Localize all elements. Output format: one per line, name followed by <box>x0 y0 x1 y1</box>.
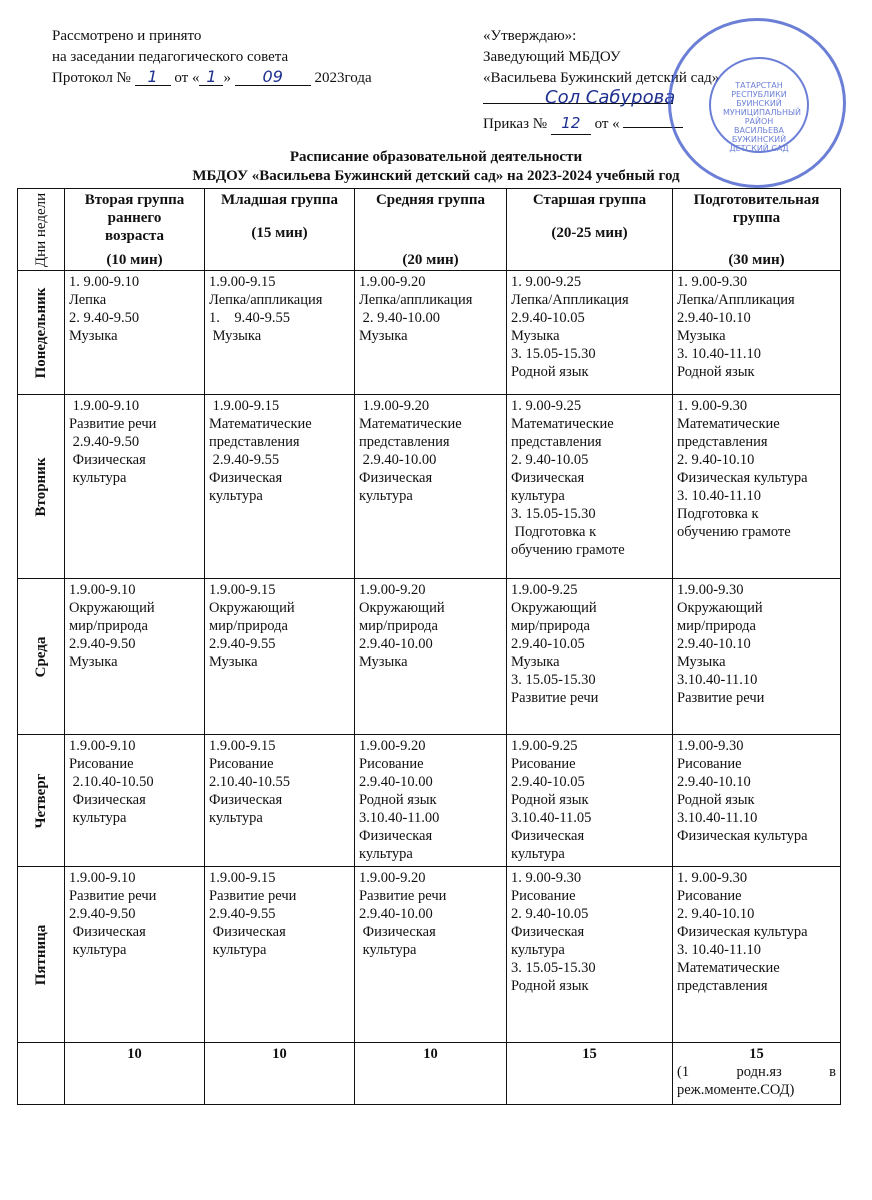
activity-line: 3. 10.40-11.10 <box>677 488 762 504</box>
activity-line: 1.9.00-9.20 <box>359 582 426 598</box>
schedule-cell <box>205 395 355 579</box>
group-name: Младшая группа <box>221 192 338 208</box>
activity-line: 2.9.40-9.50 <box>69 906 136 922</box>
activity-line: 1.9.00-9.10 <box>69 870 136 886</box>
activity-line: Развитие речи <box>359 888 447 904</box>
total-cell <box>507 1043 673 1105</box>
schedule-cell <box>673 271 841 395</box>
activity-line: Математические <box>677 960 780 976</box>
activity-line: культура <box>359 488 413 504</box>
total-value: 15 <box>749 1046 764 1062</box>
activity-line: 2.9.40-10.10 <box>677 774 751 790</box>
total-cell <box>673 1043 841 1105</box>
activity-line: культура <box>359 942 417 958</box>
group-header <box>65 189 205 271</box>
activity-line: Физическая <box>359 924 436 940</box>
total-value: 15 <box>582 1046 597 1062</box>
activity-line: Родной язык <box>511 792 589 808</box>
activity-line: 1.9.00-9.15 <box>209 274 276 290</box>
activity-line: Родной язык <box>677 364 755 380</box>
group-header <box>673 189 841 271</box>
activity-line: Физическая <box>359 828 433 844</box>
activity-line: 2.9.40-10.10 <box>677 636 751 652</box>
schedule-cell <box>355 579 507 735</box>
day-row <box>18 395 841 579</box>
activity-line: мир/природа <box>677 618 756 634</box>
activity-line: обучению грамоте <box>677 524 791 540</box>
activity-line: 1. 9.00-9.30 <box>677 398 748 414</box>
activity-line: культура <box>69 942 127 958</box>
group-duration: (30 мин) <box>728 252 785 268</box>
activity-line: 2.9.40-9.55 <box>209 452 280 468</box>
schedule-cell <box>507 395 673 579</box>
activity-line: Родной язык <box>359 792 437 808</box>
activity-line: 1. 9.00-9.30 <box>677 274 748 290</box>
schedule-cell <box>507 867 673 1043</box>
activity-line: Рисование <box>209 756 274 772</box>
activity-line: 3.10.40-11.05 <box>511 810 592 826</box>
activity-line: культура <box>209 810 263 826</box>
total-value: 10 <box>127 1046 142 1062</box>
group-duration: (15 мин) <box>251 225 308 241</box>
day-cell <box>18 271 65 395</box>
activity-line: 1. 9.00-9.30 <box>677 870 748 886</box>
schedule-cell <box>507 579 673 735</box>
activity-line: 2.9.40-9.55 <box>209 906 276 922</box>
activity-line: 3. 10.40-11.10 <box>677 346 762 362</box>
group-header <box>507 189 673 271</box>
schedule-cell <box>507 735 673 867</box>
activity-line: 3. 15.05-15.30 <box>511 506 596 522</box>
activity-line: представления <box>677 978 768 994</box>
approval-block <box>52 26 372 89</box>
activity-line: Окружающий <box>69 600 155 616</box>
activity-line: 3.10.40-11.10 <box>677 672 758 688</box>
activity-line: Музыка <box>677 654 726 670</box>
activity-line: Лепка/Аппликация <box>677 292 795 308</box>
activity-line: 1. 9.00-9.30 <box>511 870 582 886</box>
total-value: 10 <box>272 1046 287 1062</box>
activity-line: 2.9.40-10.00 <box>359 452 437 468</box>
day-row <box>18 735 841 867</box>
council-line: на заседании педагогического совета <box>52 49 289 65</box>
activity-line: культура <box>69 470 127 486</box>
approval-line: Рассмотрено и принято <box>52 28 202 44</box>
activity-line: представления <box>359 434 450 450</box>
schedule-cell <box>65 579 205 735</box>
activity-line: 1. 9.00-9.25 <box>511 398 582 414</box>
activity-line: Родной язык <box>677 792 755 808</box>
activity-line: Рисование <box>359 756 424 772</box>
schedule-cell <box>205 271 355 395</box>
activity-line: 2.9.40-10.00 <box>359 636 433 652</box>
activity-line: 3.10.40-11.10 <box>677 810 758 826</box>
schedule-title: Расписание образовательной деятельности <box>289 149 583 165</box>
activity-line: Развитие речи <box>209 888 297 904</box>
activity-line: 1.9.00-9.15 <box>209 582 276 598</box>
activity-line: Окружающий <box>209 600 295 616</box>
activity-line: Математические <box>511 416 614 432</box>
activity-line: культура <box>511 488 565 504</box>
activity-line: Рисование <box>511 756 576 772</box>
totals-row <box>18 1043 841 1105</box>
activity-line: 1.9.00-9.15 <box>209 398 280 414</box>
activity-line: 1.9.00-9.30 <box>677 582 744 598</box>
activity-line: 2.9.40-10.00 <box>359 774 433 790</box>
activity-line: 2.9.40-10.00 <box>359 906 433 922</box>
schedule-cell <box>355 735 507 867</box>
activity-line: 2.9.40-10.05 <box>511 774 585 790</box>
totals-empty-cell <box>18 1043 65 1105</box>
activity-line: 1.9.00-9.20 <box>359 738 426 754</box>
activity-line: Математические <box>209 416 312 432</box>
activity-line: 2. 9.40-9.50 <box>69 310 140 326</box>
days-header: Дни недели <box>33 192 49 267</box>
activity-line: культура <box>359 846 413 862</box>
activity-line: Подготовка к <box>677 506 759 522</box>
schedule-cell <box>507 271 673 395</box>
activity-line: представления <box>677 434 768 450</box>
day-label: Четверг <box>33 773 49 828</box>
day-label: Понедельник <box>33 287 49 378</box>
activity-line: культура <box>511 942 565 958</box>
activity-line: Математические <box>677 416 780 432</box>
day-label: Вторник <box>33 457 49 516</box>
activity-line: 2.9.40-9.50 <box>69 434 140 450</box>
director-title: Заведующий МБДОУ <box>483 49 621 65</box>
activity-line: Музыка <box>209 654 258 670</box>
activity-line: Физическая <box>69 924 146 940</box>
activity-line: 1.9.00-9.15 <box>209 870 276 886</box>
header-row <box>18 189 841 271</box>
schedule-cell <box>355 395 507 579</box>
date-quote-close: » <box>223 70 231 86</box>
activity-line: Музыка <box>69 328 118 344</box>
activity-line: 1.9.00-9.15 <box>209 738 276 754</box>
schedule-table <box>17 188 841 1105</box>
activity-line: Физическая <box>209 792 283 808</box>
activity-line: представления <box>209 434 300 450</box>
activity-line: Лепка/аппликация <box>359 292 473 308</box>
activity-line: культура <box>209 942 267 958</box>
activity-line: Музыка <box>69 654 118 670</box>
activity-line: Подготовка к <box>511 524 597 540</box>
activity-line: культура <box>209 488 263 504</box>
order-from-label: от « <box>594 116 620 132</box>
day-cell <box>18 395 65 579</box>
activity-line: культура <box>511 846 565 862</box>
group-header <box>355 189 507 271</box>
activity-line: мир/природа <box>69 618 148 634</box>
order-number: 12 <box>551 113 591 135</box>
activity-line: 1.9.00-9.10 <box>69 738 136 754</box>
schedule-cell <box>673 867 841 1043</box>
group-duration: (10 мин) <box>106 252 163 268</box>
activity-line: Физическая <box>511 470 585 486</box>
activity-line: Музыка <box>359 328 408 344</box>
director-signature: Сол Сабурова <box>545 87 676 108</box>
schedule-cell <box>65 395 205 579</box>
activity-line: 2.10.40-10.50 <box>69 774 154 790</box>
activity-line: 1.9.00-9.20 <box>359 274 426 290</box>
activity-line: Рисование <box>677 888 742 904</box>
schedule-cell <box>205 735 355 867</box>
total-cell <box>355 1043 507 1105</box>
activity-line: Окружающий <box>511 600 597 616</box>
activity-line: Рисование <box>677 756 742 772</box>
group-name: Вторая группа раннего возраста <box>84 192 185 244</box>
activity-line: Развитие речи <box>511 690 599 706</box>
protocol-number: 1 <box>135 69 171 86</box>
activity-line: Лепка <box>69 292 107 308</box>
activity-line: Музыка <box>511 328 560 344</box>
activity-line: Физическая культура <box>677 924 808 940</box>
protocol-month: 09 <box>235 69 311 86</box>
order-label: Приказ № <box>483 116 548 132</box>
activity-line: 1. 9.00-9.25 <box>511 274 582 290</box>
activity-line: 2.9.40-9.50 <box>69 636 136 652</box>
day-label: Среда <box>33 636 49 677</box>
activity-line: Музыка <box>209 328 262 344</box>
activity-line: Физическая <box>209 470 283 486</box>
activity-line: 2. 9.40-10.05 <box>511 452 589 468</box>
corner-cell <box>18 189 65 271</box>
activity-line: мир/природа <box>359 618 438 634</box>
activity-line: культура <box>69 810 127 826</box>
schedule-cell <box>673 395 841 579</box>
activity-line: Физическая культура <box>677 470 808 486</box>
activity-line: 1.9.00-9.30 <box>677 738 744 754</box>
day-cell <box>18 735 65 867</box>
activity-line: Физическая культура <box>677 828 808 844</box>
activity-line: Рисование <box>511 888 576 904</box>
day-row <box>18 579 841 735</box>
activity-line: Лепка/Аппликация <box>511 292 629 308</box>
activity-line: 1.9.00-9.10 <box>69 582 136 598</box>
approve-label: «Утверждаю»: <box>483 28 577 44</box>
activity-line: 1.9.00-9.20 <box>359 870 426 886</box>
totals-note: (1 родн.яз в реж.моменте.СОД) <box>677 1064 836 1098</box>
group-name: Старшая группа <box>532 192 647 208</box>
activity-line: Физическая <box>69 452 146 468</box>
activity-line: Физическая <box>69 792 146 808</box>
activity-line: 1.9.00-9.10 <box>69 398 140 414</box>
activity-line: 2. 9.40-10.10 <box>677 452 755 468</box>
activity-line: Развитие речи <box>69 416 157 432</box>
activity-line: 2.9.40-10.05 <box>511 636 585 652</box>
activity-line: 1. 9.00-9.10 <box>69 274 140 290</box>
activity-line: 1.9.00-9.25 <box>511 738 578 754</box>
activity-line: 2.9.40-9.55 <box>209 636 276 652</box>
activity-line: Окружающий <box>359 600 445 616</box>
protocol-day: 1 <box>199 69 223 86</box>
activity-line: Родной язык <box>511 978 589 994</box>
schedule-cell <box>673 735 841 867</box>
day-row <box>18 867 841 1043</box>
group-duration: (20-25 мин) <box>551 225 628 241</box>
activity-line: 1. 9.40-9.55 <box>209 310 290 326</box>
activity-line: Физическая <box>511 924 585 940</box>
activity-line: 3. 10.40-11.10 <box>677 942 762 958</box>
group-name: Средняя группа <box>375 192 486 208</box>
day-row <box>18 271 841 395</box>
activity-line: 2.9.40-10.05 <box>511 310 585 326</box>
day-cell <box>18 867 65 1043</box>
schedule-cell <box>65 271 205 395</box>
activity-line: 2. 9.40-10.10 <box>677 906 755 922</box>
activity-line: 1.9.00-9.20 <box>359 398 430 414</box>
activity-line: Математические <box>359 416 462 432</box>
activity-line: обучению грамоте <box>511 542 625 558</box>
schedule-cell <box>65 867 205 1043</box>
activity-line: Развитие речи <box>69 888 157 904</box>
activity-line: Окружающий <box>677 600 763 616</box>
schedule-cell <box>355 271 507 395</box>
activity-line: Физическая <box>359 470 433 486</box>
activity-line: Музыка <box>677 328 726 344</box>
group-duration: (20 мин) <box>402 252 459 268</box>
day-label: Пятница <box>33 924 49 985</box>
activity-line: 2. 9.40-10.05 <box>511 906 589 922</box>
day-cell <box>18 579 65 735</box>
schedule-cell <box>673 579 841 735</box>
protocol-year: 2023года <box>314 70 372 86</box>
schedule-cell <box>205 867 355 1043</box>
activity-line: представления <box>511 434 602 450</box>
activity-line: Музыка <box>359 654 408 670</box>
total-cell <box>205 1043 355 1105</box>
activity-line: мир/природа <box>209 618 288 634</box>
protocol-line <box>52 68 372 89</box>
activity-line: Физическая <box>511 828 585 844</box>
activity-line: 3. 15.05-15.30 <box>511 672 596 688</box>
activity-line: Рисование <box>69 756 134 772</box>
activity-line: 2.9.40-10.10 <box>677 310 751 326</box>
activity-line: 1.9.00-9.25 <box>511 582 578 598</box>
group-header <box>205 189 355 271</box>
activity-line: Развитие речи <box>677 690 765 706</box>
activity-line: Музыка <box>511 654 560 670</box>
activity-line: Лепка/аппликация <box>209 292 323 308</box>
seal-text: ТАТАРСТАН РЕСПУБЛИКИ БУИНСКИЙ МУНИЦИПАЛЬНЫЙ РАЙОН ВАСИЛЬЕВА БУЖИНСКИЙ ДЕТСКИЙ САД <box>723 81 802 153</box>
activity-line: мир/природа <box>511 618 590 634</box>
activity-line: 3.10.40-11.00 <box>359 810 440 826</box>
org-name: «Васильева Бужинский детский сад» <box>483 70 720 86</box>
total-cell <box>65 1043 205 1105</box>
schedule-cell <box>205 579 355 735</box>
schedule-cell <box>65 735 205 867</box>
protocol-label: Протокол № <box>52 70 131 86</box>
activity-line: Физическая <box>209 924 286 940</box>
activity-line: 2. 9.40-10.00 <box>359 310 440 326</box>
total-value: 10 <box>423 1046 438 1062</box>
activity-line: Родной язык <box>511 364 589 380</box>
activity-line: 3. 15.05-15.30 <box>511 346 596 362</box>
group-name: Подготовительная группа <box>693 192 820 226</box>
activity-line: 2.10.40-10.55 <box>209 774 290 790</box>
schedule-cell <box>355 867 507 1043</box>
activity-line: 3. 15.05-15.30 <box>511 960 596 976</box>
schedule-subtitle: МБДОУ «Васильева Бужинский детский сад» на 2023-2024 учебный год <box>192 168 680 184</box>
date-from-label: от « <box>174 70 200 86</box>
